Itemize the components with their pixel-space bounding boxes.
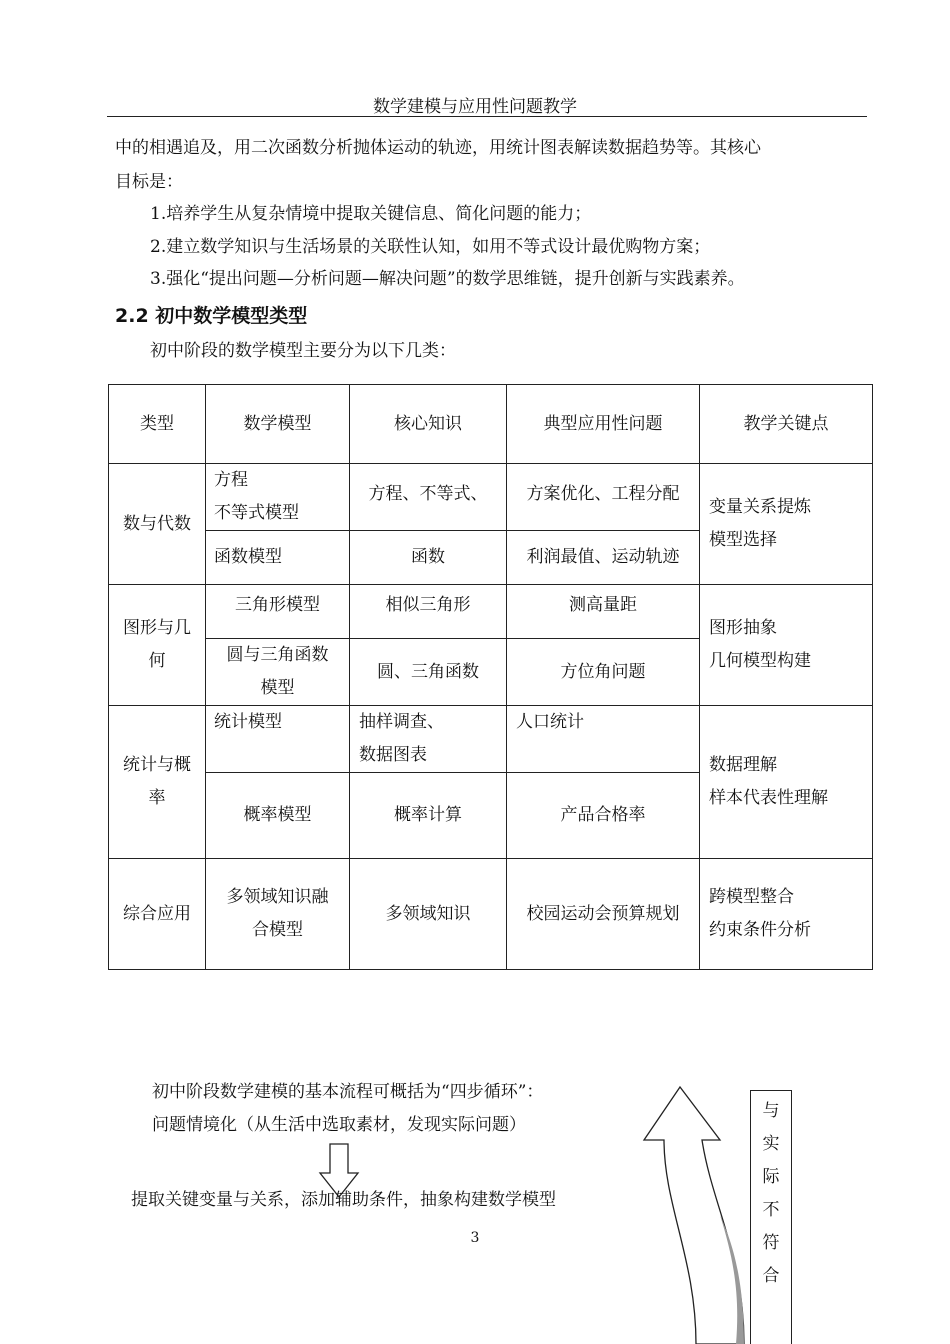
table-row xyxy=(109,464,873,531)
goal-item-3: 3.强化“提出问题—分析问题—解决问题”的数学思维链，提升创新与实践素养。 xyxy=(150,269,745,289)
model-cell: 方程 不等式模型 xyxy=(206,464,350,531)
model-types-table xyxy=(108,384,873,970)
key-point-cell: 变量关系提炼 模型选择 xyxy=(700,464,873,585)
flow-step-2: 提取关键变量与关系，添加辅助条件，抽象构建数学模型 xyxy=(131,1190,556,1210)
category-cell: 数与代数 xyxy=(109,464,206,585)
problem-cell: 利润最值、运动轨迹 xyxy=(507,531,700,585)
problem-cell: 方案优化、工程分配 xyxy=(507,464,700,531)
knowledge-cell: 圆、三角函数 xyxy=(350,639,507,706)
model-cell: 统计模型 xyxy=(206,706,350,773)
knowledge-cell: 多领域知识 xyxy=(350,859,507,970)
header-cell-key: 教学关键点 xyxy=(700,385,873,464)
key-point-cell: 图形抽象 几何模型构建 xyxy=(700,585,873,706)
table-row xyxy=(109,706,873,773)
intro-line-2: 目标是： xyxy=(115,172,183,192)
model-cell: 圆与三角函数 模型 xyxy=(206,639,350,706)
header-cell-model: 数学模型 xyxy=(206,385,350,464)
side-label-char: 际 xyxy=(762,1167,780,1187)
category-cell: 图形与几 何 xyxy=(109,585,206,706)
model-cell: 函数模型 xyxy=(206,531,350,585)
section-lead: 初中阶段的数学模型主要分为以下几类： xyxy=(150,341,456,361)
goal-item-2: 2.建立数学知识与生活场景的关联性认知，如用不等式设计最优购物方案； xyxy=(150,237,711,257)
category-cell: 综合应用 xyxy=(109,859,206,970)
key-point-cell: 跨模型整合 约束条件分析 xyxy=(700,859,873,970)
goal-item-1: 1.培养学生从复杂情境中提取关键信息、简化问题的能力； xyxy=(150,204,592,224)
knowledge-cell: 方程、不等式、 xyxy=(350,464,507,531)
side-label-char: 不 xyxy=(762,1200,780,1220)
knowledge-cell: 概率计算 xyxy=(350,773,507,859)
model-cell: 多领域知识融 合模型 xyxy=(206,859,350,970)
intro-line-1: 中的相遇追及，用二次函数分析抛体运动的轨迹，用统计图表解读数据趋势等。其核心 xyxy=(115,138,761,158)
mismatch-label-box xyxy=(750,1090,792,1344)
knowledge-cell: 相似三角形 xyxy=(350,585,507,639)
side-label-char: 与 xyxy=(762,1101,780,1121)
table-row xyxy=(109,585,873,639)
header-rule xyxy=(107,116,867,117)
table-header-row xyxy=(109,385,873,464)
knowledge-cell: 函数 xyxy=(350,531,507,585)
header-cell-knowledge: 核心知识 xyxy=(350,385,507,464)
problem-cell: 测高量距 xyxy=(507,585,700,639)
page-number: 3 xyxy=(470,1230,480,1246)
curved-return-arrow-icon xyxy=(636,1085,748,1344)
problem-cell: 人口统计 xyxy=(507,706,700,773)
flow-step-1: 问题情境化（从生活中选取素材，发现实际问题） xyxy=(152,1115,526,1135)
model-cell: 概率模型 xyxy=(206,773,350,859)
category-cell: 统计与概 率 xyxy=(109,706,206,859)
side-label-char: 实 xyxy=(762,1134,780,1154)
flow-intro: 初中阶段数学建模的基本流程可概括为“四步循环”： xyxy=(152,1082,544,1102)
key-point-cell: 数据理解 样本代表性理解 xyxy=(700,706,873,859)
section-heading: 2.2 初中数学模型类型 xyxy=(115,305,308,327)
knowledge-cell: 抽样调查、 数据图表 xyxy=(350,706,507,773)
running-header: 数学建模与应用性问题教学 xyxy=(373,97,577,117)
table-row xyxy=(109,859,873,970)
problem-cell: 产品合格率 xyxy=(507,773,700,859)
header-cell-type: 类型 xyxy=(109,385,206,464)
problem-cell: 校园运动会预算规划 xyxy=(507,859,700,970)
side-label-char: 符 xyxy=(762,1233,780,1253)
side-label-char: 合 xyxy=(762,1266,780,1286)
header-cell-problem: 典型应用性问题 xyxy=(507,385,700,464)
model-cell: 三角形模型 xyxy=(206,585,350,639)
problem-cell: 方位角问题 xyxy=(507,639,700,706)
